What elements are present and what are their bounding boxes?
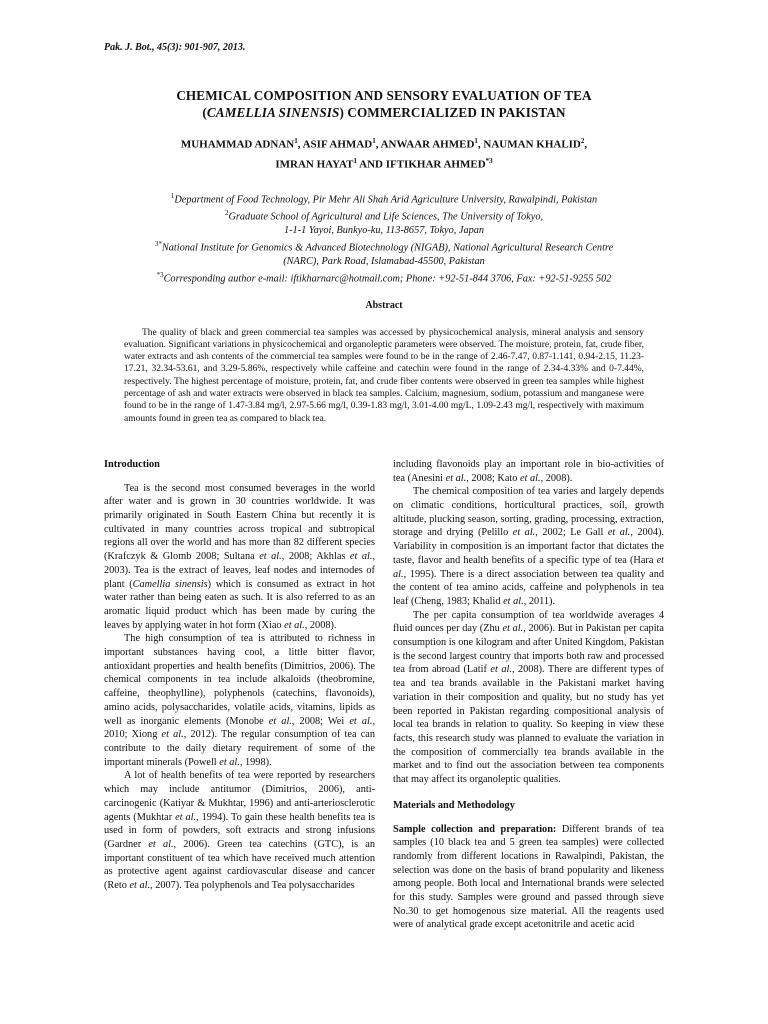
author: MUHAMMAD ADNAN (180, 138, 295, 151)
paper-title (104, 87, 664, 121)
intro-paragraph-5: The per capita consumption of tea worldwide averages 4 fluid ounces per day (Zhu et al., 2006). But in Pakistan per capita consumption is one kilogram and after United Kingdom, Pakistan is the second largest country that imports both raw and processed tea from abroad (Latif et al., 2008). There are different types of tea and tea brands available in the Pakistani market having variation in their composition and quality, but no study has yet been reported in Pakistan regarding compositional analysis of local tea brands in relation to quality. So keeping in view these facts, this research study was planned to evaluate the variation in the composition of commercially tea brands available in the market and to find out the association between tea components that may affect its organoleptic qualities. (393, 609, 664, 786)
intro-paragraph-1: Tea is the second most consumed beverages in the world after water and is grown in 30 countries worldwide. It was primarily originated in South Eastern China but recently it is cultivated in many countries across tropical and subtropical regions all over the world and has more than 82 different species (Krafczyk & Glomb 2008; Sultana et al., 2008; Akhlas et al., 2003). Tea is the extract of leaves, leaf nodes and internodes of plant (Camellia sinensis) which is consumed as extract in hot water rather than being eaten as such. It is also referred to as an aromatic liquid product which has been made by curing the leaves by applying water in hot form (Xiao et al., 2008). (104, 482, 376, 631)
left-column (104, 458, 375, 932)
abstract-text: The quality of black and green commercial tea samples was accessed by physicochemical analysis, mineral analysis and sensory evaluation. Significant variations in physicochemical and organoleptic parameters were observed. The moisture, protein, fat, crude fiber, water extracts and ash contents of the commercial tea samples were found to be in the range of 2.46-7.47, 0.87-1.141, 0.94-2.15, 11.23-17.21, 32.34-53.61, and 3.29-5.86%, respectively while caffeine and catechin were found in the range of 2.34-4.33% and 0-7.44%, respectively. The highest percentage of moisture, protein, fat, and crude fiber contents were observed in green tea samples while highest percentage of ash and water extracts were observed in black tea samples. Calcium, magnesium, sodium, potassium and manganese were found to be in the range of 1.47-3.84 mg/l, 2.97-5.66 mg/l, 0.39-1.83 mg/l, 3.01-4.00 mg/L, 1.09-2.43 mg/l, respectively with maximum amounts found in green tea as compared to black tea. (124, 327, 644, 424)
intro-paragraph-3-continued: including flavonoids play an important role in bio-activities of tea (Anesini et al., 2008; Kato et al., 2008). (393, 458, 664, 484)
author-affil-mark: 2 (580, 137, 585, 145)
title-line-2: ) COMMERCIALIZED IN PAKISTAN (339, 105, 566, 120)
title-species: CAMELLIA SINENSIS (206, 105, 340, 120)
author: ANWAAR AHMED (380, 138, 475, 151)
author-affil-mark: *3 (485, 156, 493, 165)
author: IFTIKHAR AHMED (385, 158, 486, 171)
author-separator: , (477, 138, 484, 151)
author-separator: , (297, 138, 303, 151)
title-open-paren: ( (202, 105, 207, 120)
author-affil-mark: 1 (372, 137, 376, 145)
intro-paragraph-3: A lot of health benefits of tea were reported by researchers which may include antitumor (Dimitrios, 2006), anti-carcinogenic (Katiyar & Mukhtar, 1996) and anti-arteriosclerotic agents (Mukhtar et al., 1994). To gain these health benefits tea is used in form of powders, soft extracts and strong infusions (Gardner et al., 2006). Green tea catechins (GTC), is an important constituent of tea which have received much attention as protective agent against cardiovascular disease and cancer (Reto et al., 2007). Tea polyphenols and Tea polysaccharides (104, 770, 376, 892)
author: IMRAN HAYAT (275, 158, 354, 171)
author: NAUMAN KHALID (483, 138, 581, 151)
title-line-1: CHEMICAL COMPOSITION AND SENSORY EVALUATION OF TEA (176, 88, 592, 103)
sample-collection-paragraph: Sample collection and preparation: Different brands of tea samples (10 black tea and 5 green tea samples) were collected randomly from different locations in Rawalpindi, Pakistan, the selection was done on the basis of brand popularity and likeness among people. Both local and International brands were selected for this study. Samples were ground and passed through sieve No.30 to get homogenous size material. All the reagents used were of analytical grade except acetonitrile and acetic acid (393, 823, 664, 931)
intro-paragraph-4: The chemical composition of tea varies and largely depends on climatic conditions, horticultural practices, soil, growth altitude, plucking season, sorting, grading, processing, extraction, storage and drying (Pelillo et al., 2002; Le Gall et al., 2004). Variability in composition is an important factor that dictates the taste, flavor and health benefits of a specific type of tea (Hara et al., 1995). There is a direct association between tea quality and the content of tea amino acids, caffeine and polyphenols in tea leaf (Cheng, 1983; Khalid et al., 2011). (393, 486, 665, 607)
methods-heading: Materials and Methodology (393, 799, 515, 811)
author: ASIF AHMAD (302, 138, 373, 151)
corresponding-author: $^{*3}$Corresponding author e-mail: iftikharnarc@hotmail.com; Phone: +92-51-844 3706, Fax: +92-51-9255 502 (156, 270, 612, 284)
affiliation-line: (NARC), Park Road, Islamabad-45500, Pakistan (283, 255, 485, 267)
affiliations (104, 190, 664, 285)
affiliation-line: 1-1-1 Yayoi, Bunkyo-ku, 113-8657, Tokyo, Japan (283, 225, 485, 237)
introduction-heading: Introduction (104, 458, 160, 470)
author-affil-mark: 1 (353, 156, 357, 165)
author-affil-mark: 1 (294, 137, 298, 145)
abstract-heading: Abstract (365, 299, 403, 311)
affiliation-line: $^2$Graduate School of Agricultural and Life Sciences, The University of Tokyo, (224, 209, 544, 223)
journal-reference: Pak. J. Bot., 45(3): 901-907, 2013. (104, 42, 246, 53)
author-separator: , (375, 138, 381, 151)
body-columns (104, 458, 664, 932)
affiliation-line: $^1$Department of Food Technology, Pir Mehr Ali Shah Arid Agriculture University, Rawalpindi, Pakistan (170, 192, 598, 206)
intro-paragraph-2: The high consumption of tea is attributed to richness in important substances having cool, a little bitter flavor, antioxidant properties and health benefits (Dimitrios, 2006). The chemical components in tea include alkaloids (theobromine, caffeine, theophylline), polyphenols (catechins, flavonoids), amino acids, polysaccharides, volatile acids, vitamins, lipids as well as inorganic elements (Monobe et al., 2008; Wei et al., 2010; Xiong et al., 2012). The regular consumption of tea can contribute to the daily dietary requirement of some of the important minerals (Powell et al., 1998). (104, 633, 376, 768)
author-list (104, 133, 664, 172)
sample-collection-lead: Sample collection and preparation: (393, 823, 557, 835)
author-separator: , (584, 138, 588, 151)
author-affil-mark: 1 (474, 137, 478, 145)
author-separator: AND (356, 158, 386, 171)
right-column (393, 458, 664, 932)
affiliation-line: $^{3*}$National Institute for Genomics & Advanced Biotechnology (NIGAB), National Agricultural Research Centre (154, 239, 614, 254)
